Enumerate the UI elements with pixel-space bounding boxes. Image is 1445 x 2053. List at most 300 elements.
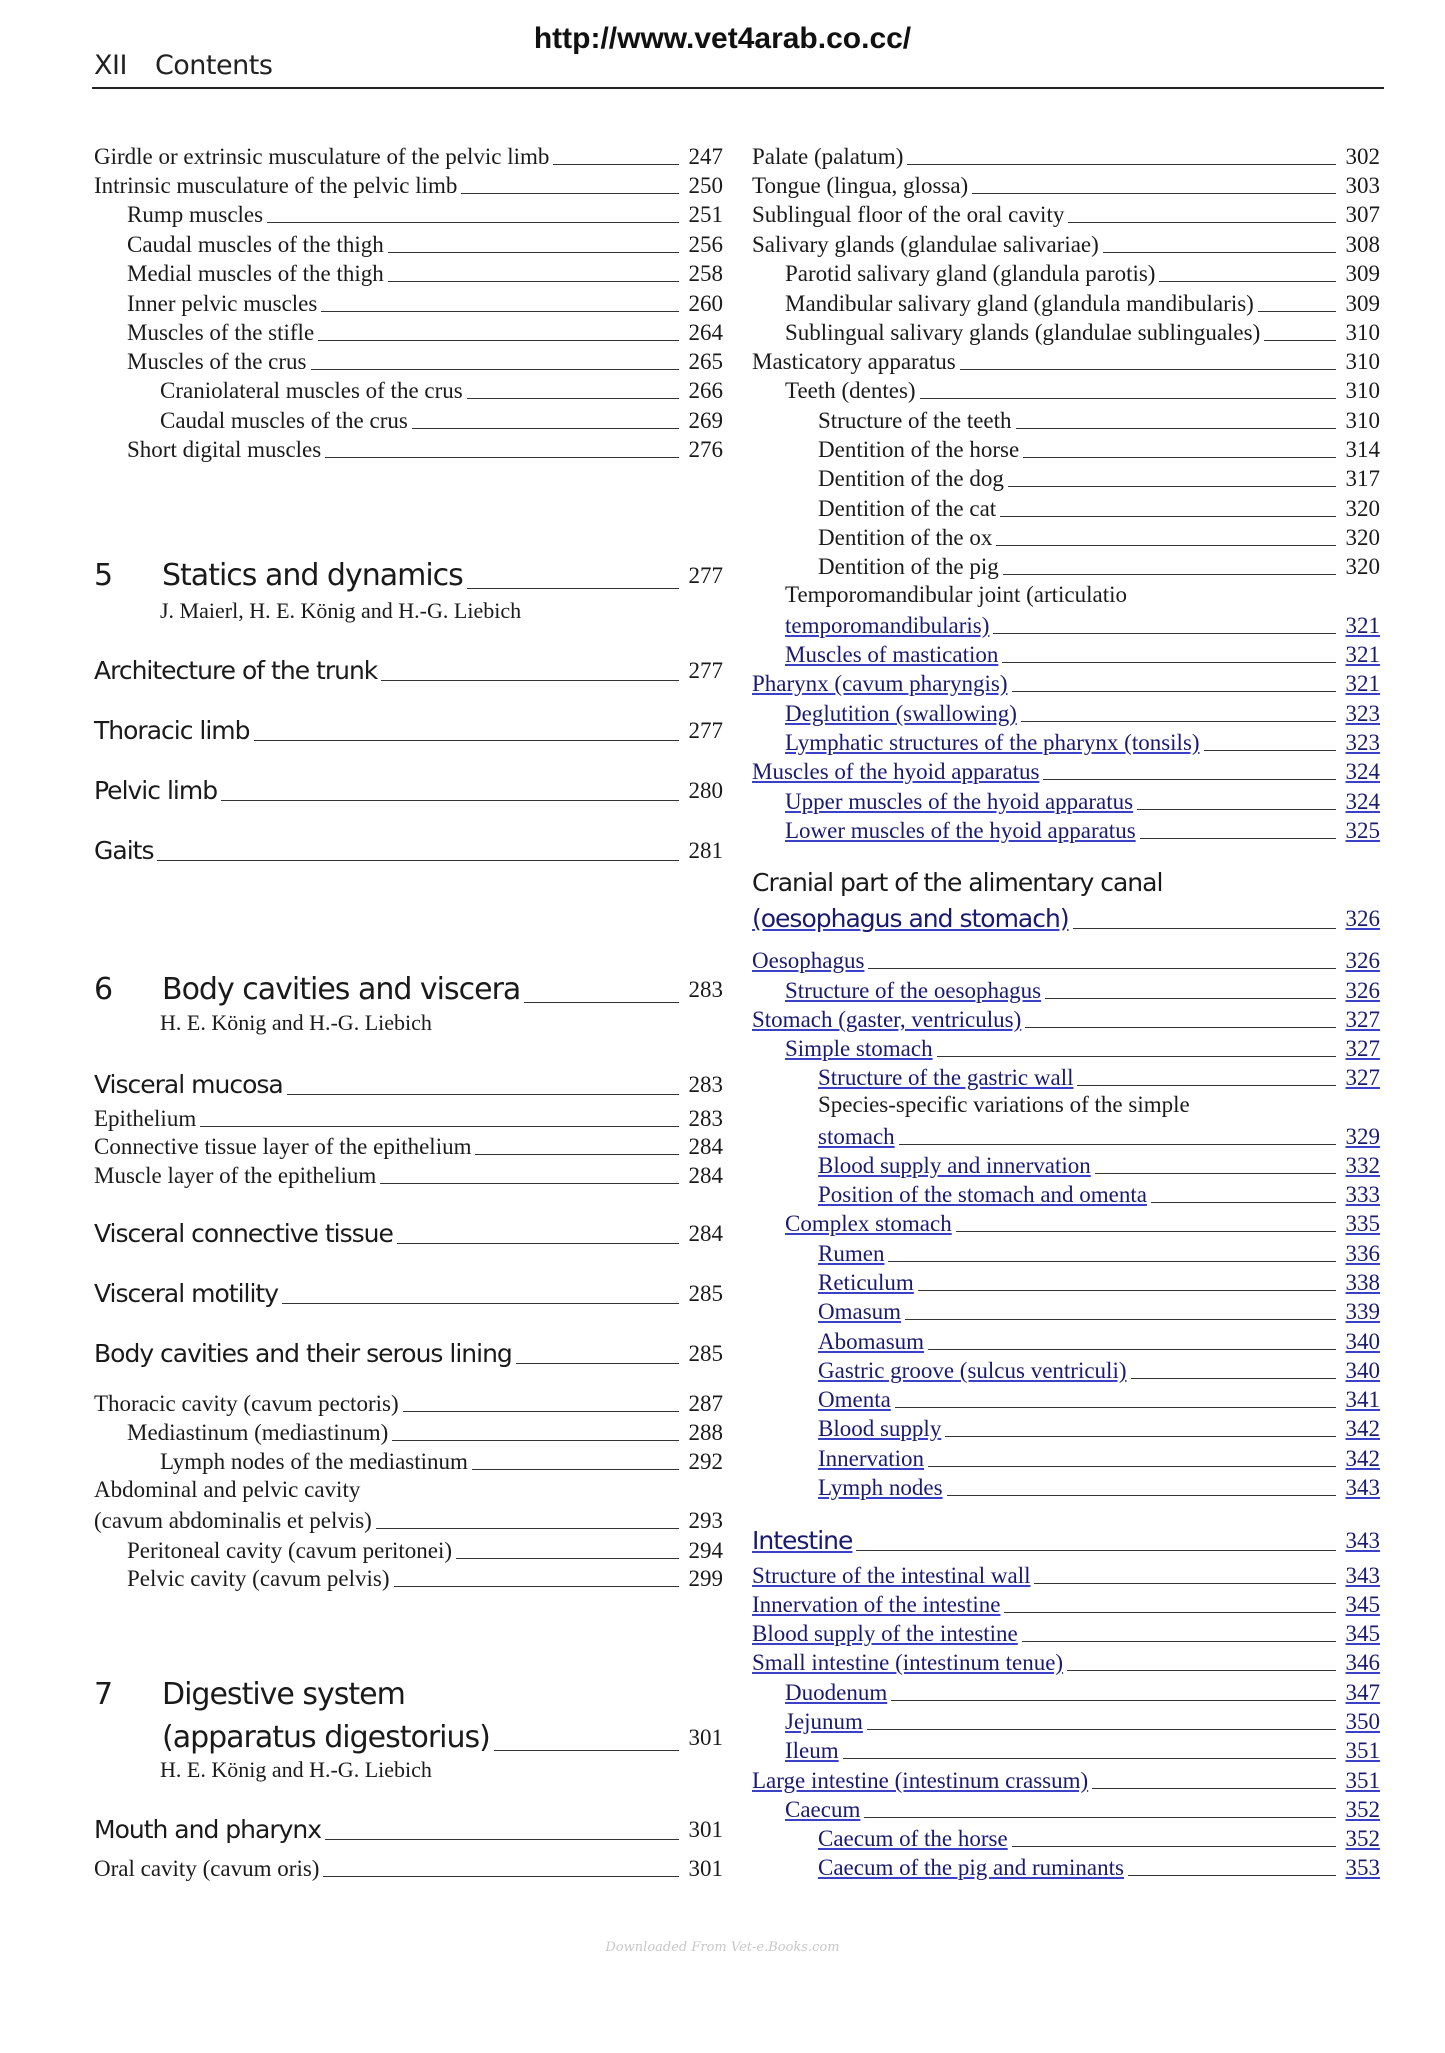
entry-title: Deglutition (swallowing) [785,701,1017,726]
leader-line [467,588,679,589]
toc-entry[interactable] [752,1326,1380,1356]
toc-entry[interactable] [752,1794,1380,1824]
entry-title: Tongue (lingua, glossa) [752,173,969,198]
entry-title: Girdle or extrinsic musculature of the pelvic limb [94,144,550,169]
entry-title: Thoracic limb [94,716,250,745]
leader-line [472,1469,679,1470]
entry-title: Inner pelvic muscles [127,291,318,316]
leader-line [843,1758,1336,1759]
toc-entry[interactable] [752,1472,1380,1502]
entry-title: Salivary glands (glandulae salivariae) [752,232,1099,257]
entry-title: Dentition of the horse [818,437,1020,462]
toc-entry[interactable] [94,1853,723,1883]
toc-entry[interactable] [752,1618,1380,1648]
entry-title: Pharynx (cavum pharyngis) [752,671,1008,696]
toc-entry[interactable] [752,1004,1380,1034]
section-title: Contents [154,50,273,81]
page-ref: 336 [1345,1241,1380,1266]
toc-entry[interactable] [94,434,723,464]
toc-entry[interactable] [94,317,723,347]
toc-entry[interactable] [752,1706,1380,1736]
leader-line [993,633,1336,634]
page-ref: 343 [1345,1528,1380,1553]
entry-title: Omasum [818,1299,902,1324]
leader-line [1008,486,1336,487]
leader-line [282,1303,679,1304]
leader-line [1159,281,1336,282]
entry-title: Architecture of the trunk [94,656,378,685]
entry-title [94,557,463,595]
page-ref: 353 [1345,1855,1380,1880]
leader-line [381,680,679,681]
toc-entry[interactable] [94,1715,723,1757]
entry-title: Muscles of mastication [785,642,999,667]
toc-entry[interactable] [94,1274,723,1310]
toc-entry[interactable] [752,522,1380,552]
leader-line [928,1466,1336,1467]
entry-title: Peritoneal cavity (cavum peritonei) [127,1538,453,1563]
entry-title: Omenta [818,1387,891,1412]
toc-entry[interactable] [752,1121,1380,1151]
toc-entry[interactable] [94,1417,723,1447]
page-ref: 325 [1345,818,1380,843]
toc-entry[interactable] [752,815,1380,845]
page-ref: 345 [1345,1592,1380,1617]
page-ref: 335 [1345,1211,1380,1236]
entry-title: Abomasum [818,1329,925,1354]
leader-line [1140,838,1336,839]
entry-title: Visceral mucosa [94,1070,283,1099]
toc-entry-line: Species-specific variations of the simple [818,1092,1190,1117]
chapter-heading [94,1676,405,1714]
header-rule [92,87,1384,89]
page-ref: 256 [688,232,723,257]
source-url[interactable]: http://www.vet4arab.co.cc/ [533,22,912,55]
entry-title: Jejunum [785,1709,863,1734]
page-ref: 285 [688,1281,723,1306]
entry-title: Intrinsic musculature of the pelvic limb [94,173,458,198]
leader-line [891,1700,1336,1701]
leader-line [392,1440,679,1441]
chapter-number: 7 [94,1677,113,1712]
page-ref: 321 [1345,671,1380,696]
entry-title: Simple stomach [785,1036,933,1061]
toc-entry[interactable] [752,551,1380,581]
toc-entry[interactable] [94,1214,723,1250]
leader-line [516,1363,679,1364]
leader-line [1204,750,1336,751]
toc-entry[interactable] [94,1160,723,1190]
entry-title: Gaits [94,836,154,865]
leader-line [318,340,679,341]
page-ref: 277 [688,563,723,588]
page-ref: 269 [688,408,723,433]
chapter-authors: H. E. König and H.-G. Liebich [160,1010,432,1035]
leader-line [323,1876,679,1877]
toc-entry[interactable] [752,493,1380,523]
page-ref: 250 [688,173,723,198]
toc-entry[interactable] [752,1296,1380,1326]
entry-title: Dentition of the dog [818,466,1004,491]
toc-entry[interactable] [752,698,1380,728]
toc-entry[interactable] [752,141,1380,171]
page-ref: 308 [1345,232,1380,257]
entry-title: Dentition of the ox [818,525,993,550]
entry-title: Stomach (gaster, ventriculus) [752,1007,1022,1032]
page-ref: 320 [1345,554,1380,579]
running-header [94,50,272,81]
chapter-title: Body cavities and viscera [162,972,521,1007]
leader-line [461,193,679,194]
entry-title: Caudal muscles of the crus [160,408,408,433]
page-ref: 314 [1345,437,1380,462]
page-ref: 260 [688,291,723,316]
leader-line [960,369,1336,370]
leader-line [945,1436,1336,1437]
entry-title: Medial muscles of the thigh [127,261,384,286]
leader-line [1258,311,1336,312]
leader-line [1022,1641,1336,1642]
entry-title: Small intestine (intestinum tenue) [752,1650,1064,1675]
toc-entry[interactable] [752,1384,1380,1414]
page-ref: 341 [1345,1387,1380,1412]
page-ref: 321 [1345,613,1380,638]
leader-line [321,311,679,312]
page-ref: 310 [1345,320,1380,345]
leader-line [380,1183,679,1184]
entry-title: Pelvic cavity (cavum pelvis) [127,1566,390,1591]
toc-entry[interactable] [752,756,1380,786]
toc-entry[interactable] [94,229,723,259]
entry-title: Oral cavity (cavum oris) [94,1856,320,1881]
page-ref: 329 [1345,1124,1380,1149]
toc-entry[interactable] [94,375,723,405]
entry-title: Structure of the teeth [818,408,1012,433]
entry-title: Blood supply of the intestine [752,1621,1018,1646]
leader-line [1073,928,1336,929]
entry-title: Muscles of the crus [127,349,307,374]
entry-title: Blood supply and innervation [818,1153,1091,1178]
leader-line [905,1319,1336,1320]
leader-line [907,164,1336,165]
page-ref: 258 [688,261,723,286]
page-ref: 251 [688,202,723,227]
leader-line [1025,1027,1336,1028]
toc-entry[interactable] [94,288,723,318]
leader-line [553,164,679,165]
leader-line [1002,662,1336,663]
leader-line [397,1243,679,1244]
page-ref: 317 [1345,466,1380,491]
toc-entry[interactable] [94,831,723,867]
toc-entry[interactable] [752,1589,1380,1619]
toc-entry[interactable] [752,1560,1380,1590]
toc-entry[interactable] [94,1505,723,1535]
page-ref: 343 [1345,1475,1380,1500]
page-ref: 342 [1345,1416,1380,1441]
leader-line [947,1495,1336,1496]
page-ref: 293 [688,1508,723,1533]
toc-entry[interactable] [752,405,1380,435]
leader-line [524,1002,679,1003]
entry-title: Connective tissue layer of the epithelium [94,1134,472,1159]
page-ref: 320 [1345,525,1380,550]
page-ref: 301 [688,1725,723,1750]
entry-title: Intestine [752,1526,853,1555]
toc-entry[interactable] [752,1735,1380,1765]
page-ref: 303 [1345,173,1380,198]
page-ref: 309 [1345,291,1380,316]
entry-title: stomach [818,1124,895,1149]
toc-entry[interactable] [94,967,723,1009]
leader-line [918,1290,1336,1291]
section-heading: Cranial part of the alimentary canal [752,868,1163,897]
page-ref: 283 [688,1106,723,1131]
toc-entry[interactable] [94,346,723,376]
page-ref: 280 [688,778,723,803]
leader-line [1151,1202,1336,1203]
entry-title: Lymph nodes [818,1475,943,1500]
toc-entry[interactable] [752,975,1380,1005]
entry-title: Structure of the intestinal wall [752,1563,1031,1588]
page-ref: 307 [1345,202,1380,227]
toc-entry[interactable] [94,651,723,687]
toc-entry[interactable] [94,199,723,229]
toc-entry[interactable] [94,1535,723,1565]
toc-entry[interactable] [94,1131,723,1161]
leader-line [1045,998,1336,999]
entry-title: Duodenum [785,1680,888,1705]
toc-entry[interactable] [752,1413,1380,1443]
toc-entry[interactable] [752,229,1380,259]
leader-line [1016,428,1336,429]
chapter-title: Statics and dynamics [162,558,463,593]
page-ref: 301 [688,1817,723,1842]
toc-entry[interactable] [94,1334,723,1370]
page-ref: 277 [688,658,723,683]
page-ref: 324 [1345,789,1380,814]
leader-line [956,1231,1336,1232]
leader-line [864,1817,1336,1818]
leader-line [867,1729,1336,1730]
entry-title: temporomandibularis) [785,613,990,638]
toc-entry[interactable] [752,317,1380,347]
page-ref: 277 [688,718,723,743]
toc-entry[interactable] [94,771,723,807]
toc-entry[interactable] [752,786,1380,816]
entry-title: Innervation of the intestine [752,1592,1001,1617]
page-ref: 283 [688,1072,723,1097]
toc-entry[interactable] [94,1446,723,1476]
leader-line [1128,1875,1336,1876]
leader-line [856,1550,1336,1551]
leader-line [1012,691,1337,692]
toc-entry[interactable] [752,945,1380,975]
page-ref: 323 [1345,701,1380,726]
toc-entry[interactable] [752,1062,1380,1092]
page-ref: 326 [1345,948,1380,973]
leader-line [868,968,1336,969]
leader-line [311,369,680,370]
leader-line [254,740,679,741]
page-ref: 276 [688,437,723,462]
leader-line [456,1558,679,1559]
leader-line [928,1349,1336,1350]
toc-entry[interactable] [94,711,723,747]
toc-entry[interactable] [94,1563,723,1593]
page-ref: 332 [1345,1153,1380,1178]
toc-entry[interactable] [752,727,1380,757]
page-ref: 264 [688,320,723,345]
leader-line [1034,1583,1336,1584]
entry-title: Visceral connective tissue [94,1219,393,1248]
leader-line [1131,1378,1337,1379]
entry-title: (cavum abdominalis et pelvis) [94,1508,372,1533]
page-ref: 320 [1345,496,1380,521]
entry-title: Rumen [818,1241,885,1266]
toc-entry[interactable] [752,1267,1380,1297]
toc-entry[interactable] [752,1033,1380,1063]
toc-entry[interactable] [94,405,723,435]
leader-line [157,860,679,861]
leader-line [1092,1788,1336,1789]
entry-title: Caecum [785,1797,861,1822]
leader-line [937,1056,1336,1057]
page-ref: 284 [688,1163,723,1188]
toc-entry[interactable] [94,1103,723,1133]
leader-line [1068,222,1336,223]
leader-line [325,457,679,458]
toc-entry[interactable] [752,170,1380,200]
toc-entry[interactable] [752,346,1380,376]
leader-line [1043,779,1336,780]
page-ref: 343 [1345,1563,1380,1588]
leader-line [1012,1846,1336,1847]
toc-entry[interactable] [752,1765,1380,1795]
toc-entry[interactable] [752,1208,1380,1238]
entry-title: Lymphatic structures of the pharynx (tonsils) [785,730,1200,755]
toc-entry-line: Temporomandibular joint (articulatio [785,582,1128,607]
chapter-number: 6 [94,972,113,1007]
entry-title: Visceral motility [94,1279,279,1308]
page-ref: 281 [688,838,723,863]
toc-entry[interactable] [94,1388,723,1418]
toc-entry[interactable] [752,434,1380,464]
toc-entry[interactable] [752,1521,1380,1557]
toc-entry[interactable] [94,553,723,595]
toc-entry[interactable] [94,258,723,288]
toc-entry[interactable] [752,1238,1380,1268]
leader-line [1095,1173,1336,1174]
leader-line [1103,252,1336,253]
page-ref: 333 [1345,1182,1380,1207]
toc-entry[interactable] [752,1443,1380,1473]
entry-title: Lower muscles of the hyoid apparatus [785,818,1136,843]
leader-line [996,545,1336,546]
page-ref: 326 [1345,906,1380,931]
entry-title: Thoracic cavity (cavum pectoris) [94,1391,399,1416]
toc-entry[interactable] [94,1810,723,1846]
leader-line [1137,809,1336,810]
leader-line [888,1261,1336,1262]
toc-entry[interactable] [94,170,723,200]
leader-line [221,800,679,801]
leader-line [267,222,679,223]
leader-line [895,1407,1336,1408]
entry-title: Gastric groove (sulcus ventriculi) [818,1358,1127,1383]
entry-title: Mediastinum (mediastinum) [127,1420,389,1445]
toc-entry[interactable] [752,668,1380,698]
page-ref: 351 [1345,1738,1380,1763]
page-ref: 284 [688,1134,723,1159]
entry-title: Ileum [785,1738,839,1763]
page-ref: 352 [1345,1797,1380,1822]
page-ref: 294 [688,1538,723,1563]
toc-entry[interactable] [752,1150,1380,1180]
page-number: XII [94,50,127,81]
toc-entry[interactable] [752,610,1380,640]
entry-title: (oesophagus and stomach) [752,904,1069,933]
toc-entry[interactable] [752,375,1380,405]
entry-title: Mandibular salivary gland (glandula mandibularis) [785,291,1254,316]
leader-line [1021,721,1336,722]
toc-entry-line: Abdominal and pelvic cavity [94,1477,361,1502]
page-ref: 310 [1345,349,1380,374]
toc-entry[interactable] [752,639,1380,669]
entry-title: Innervation [818,1446,925,1471]
toc-entry[interactable] [94,1065,723,1101]
entry-title: Body cavities and their serous lining [94,1339,512,1368]
leader-line [467,398,679,399]
page-ref: 266 [688,378,723,403]
page-ref: 350 [1345,1709,1380,1734]
leader-line [1067,1670,1336,1671]
leader-line [388,281,679,282]
toc-entry[interactable] [752,199,1380,229]
entry-title: Palate (palatum) [752,144,904,169]
page-ref: 299 [688,1566,723,1591]
page-ref: 345 [1345,1621,1380,1646]
page-ref: 309 [1345,261,1380,286]
entry-title: Short digital muscles [127,437,322,462]
page-ref: 352 [1345,1826,1380,1851]
leader-line [388,252,679,253]
toc-entry[interactable] [752,1647,1380,1677]
page-ref: 287 [688,1391,723,1416]
toc-entry[interactable] [752,1179,1380,1209]
toc-entry[interactable] [752,1823,1380,1853]
entry-title: Caecum of the horse [818,1826,1008,1851]
page-ref: 310 [1345,408,1380,433]
toc-entry[interactable] [752,1677,1380,1707]
page-ref: 247 [688,144,723,169]
page-ref: 302 [1345,144,1380,169]
entry-title: Sublingual salivary glands (glandulae sublinguales) [785,320,1261,345]
page-ref: 327 [1345,1065,1380,1090]
toc-entry[interactable] [752,258,1380,288]
entry-title: Teeth (dentes) [785,378,916,403]
toc-entry[interactable] [752,1852,1380,1882]
toc-entry[interactable] [752,463,1380,493]
toc-entry[interactable] [94,141,723,171]
toc-entry[interactable] [752,899,1380,935]
page-ref: 321 [1345,642,1380,667]
leader-line [287,1094,679,1095]
toc-entry[interactable] [752,288,1380,318]
entry-title: Lymph nodes of the mediastinum [160,1449,468,1474]
toc-entry[interactable] [752,1355,1380,1385]
page-ref: 327 [1345,1036,1380,1061]
